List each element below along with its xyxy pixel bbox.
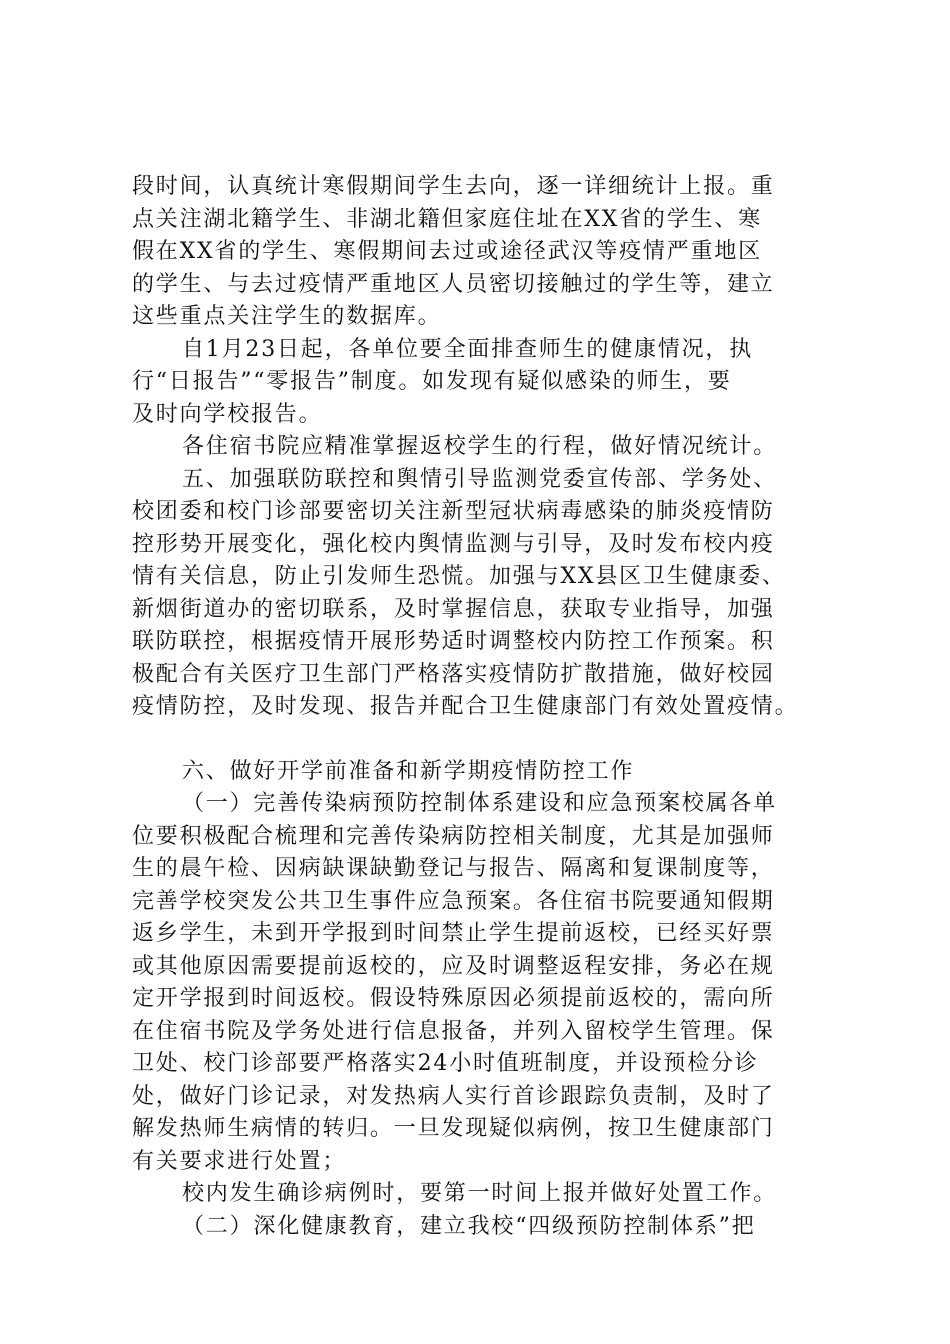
- text-line: 生的晨午检、因病缺课缺勤登记与报告、隔离和复课制度等，: [132, 856, 775, 881]
- text-line: （一）完善传染病预防控制体系建设和应急预案校属各单: [182, 791, 778, 816]
- text-line: 解发热师生病情的转归。一旦发现疑似病例，按卫生健康部门: [132, 1116, 775, 1141]
- text-line: 返乡学生，未到开学报到时间禁止学生提前返校，已经买好票: [132, 921, 775, 946]
- text-line: 联防联控，根据疫情开展形势适时调整校内防控工作预案。积: [132, 629, 775, 654]
- text-line: （二）深化健康教育，建立我校“四级预防控制体系”把: [182, 1213, 756, 1239]
- text-line: 各住宿书院应精准掌握返校学生的行程，做好情况统计。: [182, 434, 778, 459]
- text-line: 位要积极配合梳理和完善传染病防控相关制度，尤其是加强师: [132, 823, 775, 849]
- text-line: 情有关信息，防止引发师生恐慌。加强与XX县区卫生健康委、: [132, 564, 786, 589]
- text-line: 及时向学校报告。: [132, 401, 323, 427]
- text-line: 控形势开展变化，强化校内舆情监测与引导，及时发布校内疫: [132, 531, 775, 557]
- text-line: 极配合有关医疗卫生部门严格落实疫情防扩散措施，做好校园: [132, 661, 775, 687]
- text-line: 段时间，认真统计寒假期间学生去向，逐一详细统计上报。重: [132, 174, 775, 199]
- text-line: 新烟街道办的密切联系，及时掌握信息，获取专业指导，加强: [132, 596, 775, 622]
- paragraph-gap: [132, 724, 832, 756]
- text-line: 假在XX省的学生、寒假期间去过或途径武汉等疫情严重地区: [132, 239, 762, 264]
- text-line: 六、做好开学前准备和新学期疫情防控工作: [182, 758, 635, 784]
- text-line: 疫情防控，及时发现、报告并配合卫生健康部门有效处置疫情。: [132, 694, 799, 719]
- text-line: 自1月23日起，各单位要全面排查师生的健康情况，执: [182, 336, 753, 362]
- text-line: 校内发生确诊病例时，要第一时间上报并做好处置工作。: [182, 1181, 778, 1206]
- document-body: [132, 171, 832, 1243]
- text-line: 五、加强联防联控和舆情引导监测党委宣传部、学务处、: [182, 466, 778, 492]
- text-line: 在住宿书院及学务处进行信息报备，并列入留校学生管理。保: [132, 1018, 775, 1044]
- text-line: 有关要求进行处置；: [132, 1148, 347, 1174]
- text-line: 定开学报到时间返校。假设特殊原因必须提前返校的，需向所: [132, 986, 775, 1011]
- text-line: 点关注湖北籍学生、非湖北籍但家庭住址在XX省的学生、寒: [132, 206, 762, 232]
- text-line: 或其他原因需要提前返校的，应及时调整返程安排，务必在规: [132, 953, 775, 979]
- text-line: 处，做好门诊记录，对发热病人实行首诊跟踪负责制，及时了: [132, 1083, 775, 1109]
- text-line: 这些重点关注学生的数据库。: [132, 304, 442, 329]
- text-line: 校团委和校门诊部要密切关注新型冠状病毒感染的肺炎疫情防: [132, 499, 775, 524]
- text-line: 的学生、与去过疫情严重地区人员密切接触过的学生等，建立: [132, 271, 775, 297]
- text-line: 卫处、校门诊部要严格落实24小时值班制度，并设预检分诊: [132, 1051, 759, 1076]
- text-line: 行“日报告”“零报告”制度。如发现有疑似感染的师生，要: [132, 369, 732, 394]
- text-line: 完善学校突发公共卫生事件应急预案。各住宿书院要通知假期: [132, 888, 775, 914]
